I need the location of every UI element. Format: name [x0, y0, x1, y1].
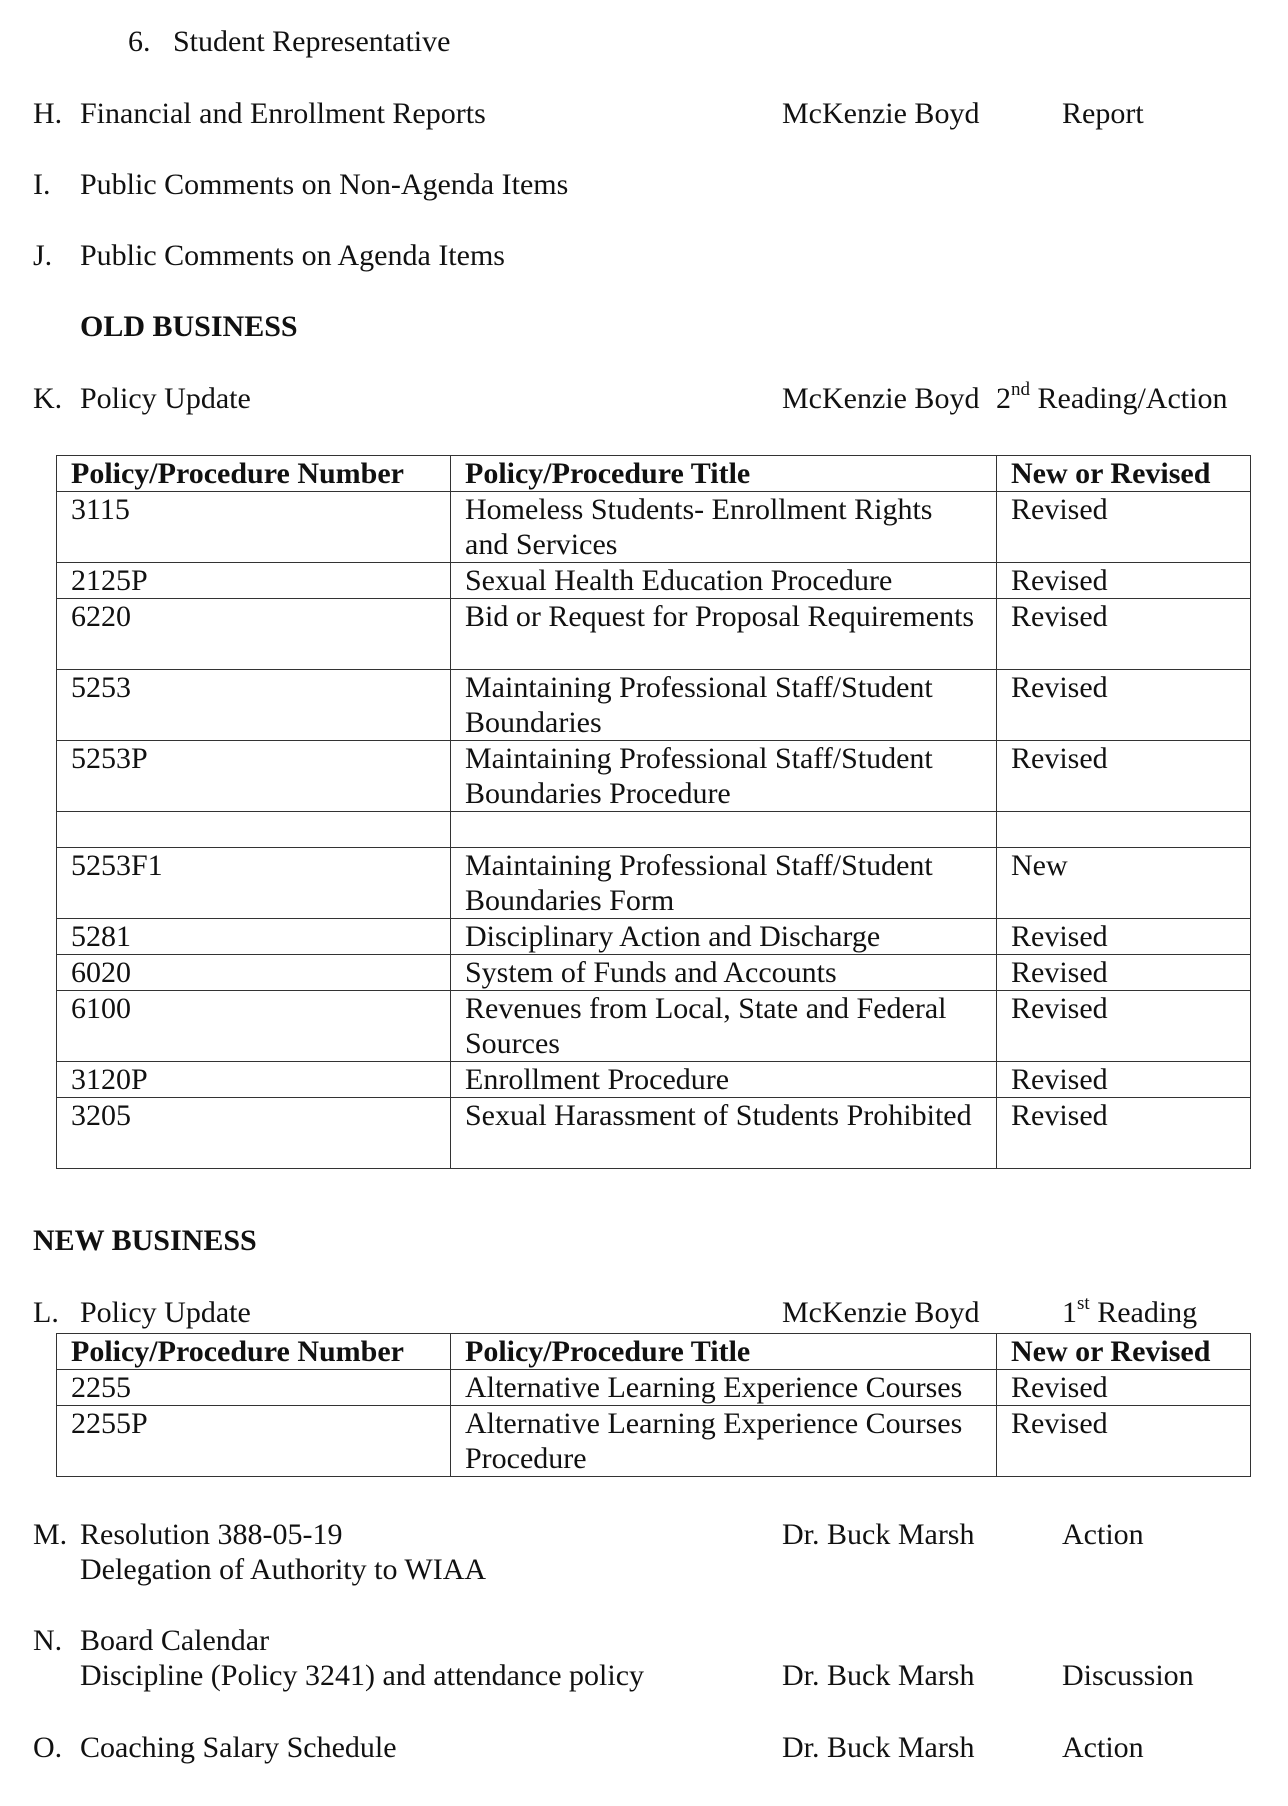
table-row	[57, 741, 1251, 812]
table-header-row	[57, 456, 1251, 492]
item-label: Public Comments on Agenda Items	[80, 239, 505, 272]
item-letter: O.	[33, 1731, 63, 1764]
policy-status	[997, 812, 1251, 848]
table-row	[57, 670, 1251, 741]
item-label: Policy Update	[80, 1296, 251, 1329]
policy-title: Bid or Request for Proposal Requirements	[451, 599, 997, 670]
policy-number: 2255	[57, 1370, 451, 1406]
item-presenter: McKenzie Boyd	[782, 1296, 980, 1329]
action-ordinal-suffix: st	[1077, 1293, 1090, 1314]
policy-title: Disciplinary Action and Discharge	[451, 919, 997, 955]
item-label: Resolution 388-05-19	[80, 1518, 343, 1551]
table-row	[57, 492, 1251, 563]
item-label: Coaching Salary Schedule	[80, 1731, 397, 1764]
section-heading: NEW BUSINESS	[33, 1224, 257, 1257]
item-presenter: Dr. Buck Marsh	[782, 1659, 975, 1692]
policy-status: Revised	[997, 919, 1251, 955]
table-row	[57, 1062, 1251, 1098]
table-row	[57, 1098, 1251, 1169]
old-business-policy-table	[56, 455, 1251, 1169]
item-presenter: Dr. Buck Marsh	[782, 1731, 975, 1764]
item-letter: H.	[33, 97, 63, 130]
column-header-status: New or Revised	[997, 1334, 1251, 1370]
policy-number: 3115	[57, 492, 451, 563]
policy-number: 6220	[57, 599, 451, 670]
table-row	[57, 563, 1251, 599]
policy-status: Revised	[997, 563, 1251, 599]
policy-number: 3205	[57, 1098, 451, 1169]
item-letter: I.	[33, 168, 51, 201]
column-header-status: New or Revised	[997, 456, 1251, 492]
item-action: Action	[1062, 1518, 1144, 1551]
table-row	[57, 991, 1251, 1062]
table-row	[57, 1370, 1251, 1406]
table-header-row	[57, 1334, 1251, 1370]
item-label: Board Calendar	[80, 1624, 270, 1657]
item-action	[996, 379, 1228, 416]
policy-title: Sexual Health Education Procedure	[451, 563, 997, 599]
action-ordinal: 1	[1062, 1296, 1077, 1329]
item-sublabel: Delegation of Authority to WIAA	[80, 1553, 487, 1586]
policy-status: Revised	[997, 741, 1251, 812]
policy-status: Revised	[997, 1062, 1251, 1098]
policy-status: Revised	[997, 1370, 1251, 1406]
subitem-label: Student Representative	[173, 25, 451, 58]
section-heading: OLD BUSINESS	[80, 310, 298, 343]
item-presenter: McKenzie Boyd	[782, 382, 980, 415]
policy-title: Homeless Students- Enrollment Rights and Services	[451, 492, 997, 563]
policy-title: Maintaining Professional Staff/Student Boundaries Procedure	[451, 741, 997, 812]
new-business-policy-table	[56, 1333, 1251, 1477]
policy-title: Maintaining Professional Staff/Student Boundaries	[451, 670, 997, 741]
policy-status: Revised	[997, 599, 1251, 670]
action-ordinal-suffix: nd	[1011, 379, 1030, 400]
policy-number: 2125P	[57, 563, 451, 599]
policy-status: Revised	[997, 991, 1251, 1062]
policy-number: 5253P	[57, 741, 451, 812]
policy-number: 3120P	[57, 1062, 451, 1098]
item-presenter: McKenzie Boyd	[782, 97, 980, 130]
agenda-subitem-student-representative	[128, 25, 450, 59]
action-ordinal: 2	[996, 382, 1011, 415]
action-text: Reading/Action	[1037, 382, 1228, 415]
policy-title: Sexual Harassment of Students Prohibited	[451, 1098, 997, 1169]
policy-status: Revised	[997, 955, 1251, 991]
policy-status: Revised	[997, 670, 1251, 741]
table-row	[57, 919, 1251, 955]
item-letter: J.	[33, 239, 53, 272]
policy-title: Maintaining Professional Staff/Student Boundaries Form	[451, 848, 997, 919]
policy-number: 2255P	[57, 1406, 451, 1477]
item-letter: K.	[33, 382, 63, 415]
table-row	[57, 955, 1251, 991]
policy-status: New	[997, 848, 1251, 919]
table-row	[57, 848, 1251, 919]
policy-number	[57, 812, 451, 848]
policy-title: Alternative Learning Experience Courses	[451, 1370, 997, 1406]
policy-title: Enrollment Procedure	[451, 1062, 997, 1098]
policy-status: Revised	[997, 492, 1251, 563]
item-letter: M.	[33, 1518, 68, 1551]
action-text: Reading	[1097, 1296, 1198, 1329]
item-action: Discussion	[1062, 1659, 1194, 1692]
policy-number: 5253	[57, 670, 451, 741]
table-row	[57, 599, 1251, 670]
item-label: Financial and Enrollment Reports	[80, 97, 486, 130]
policy-title: Revenues from Local, State and Federal Sources	[451, 991, 997, 1062]
item-action	[1062, 1293, 1198, 1330]
subitem-number: 6.	[128, 25, 151, 58]
item-sublabel: Discipline (Policy 3241) and attendance policy	[80, 1659, 645, 1692]
policy-status: Revised	[997, 1406, 1251, 1477]
policy-status: Revised	[997, 1098, 1251, 1169]
item-label: Public Comments on Non-Agenda Items	[80, 168, 569, 201]
column-header-number: Policy/Procedure Number	[57, 456, 451, 492]
table-row	[57, 1406, 1251, 1477]
policy-number: 5253F1	[57, 848, 451, 919]
table-row-empty	[57, 812, 1251, 848]
item-action: Action	[1062, 1731, 1144, 1764]
policy-number: 6100	[57, 991, 451, 1062]
policy-title: Alternative Learning Experience Courses Procedure	[451, 1406, 997, 1477]
column-header-title: Policy/Procedure Title	[451, 456, 997, 492]
item-letter: N.	[33, 1624, 63, 1657]
item-action: Report	[1062, 97, 1144, 130]
policy-number: 6020	[57, 955, 451, 991]
column-header-number: Policy/Procedure Number	[57, 1334, 451, 1370]
policy-title: System of Funds and Accounts	[451, 955, 997, 991]
policy-number: 5281	[57, 919, 451, 955]
item-label: Policy Update	[80, 382, 251, 415]
policy-title	[451, 812, 997, 848]
item-presenter: Dr. Buck Marsh	[782, 1518, 975, 1551]
column-header-title: Policy/Procedure Title	[451, 1334, 997, 1370]
item-letter: L.	[33, 1296, 59, 1329]
